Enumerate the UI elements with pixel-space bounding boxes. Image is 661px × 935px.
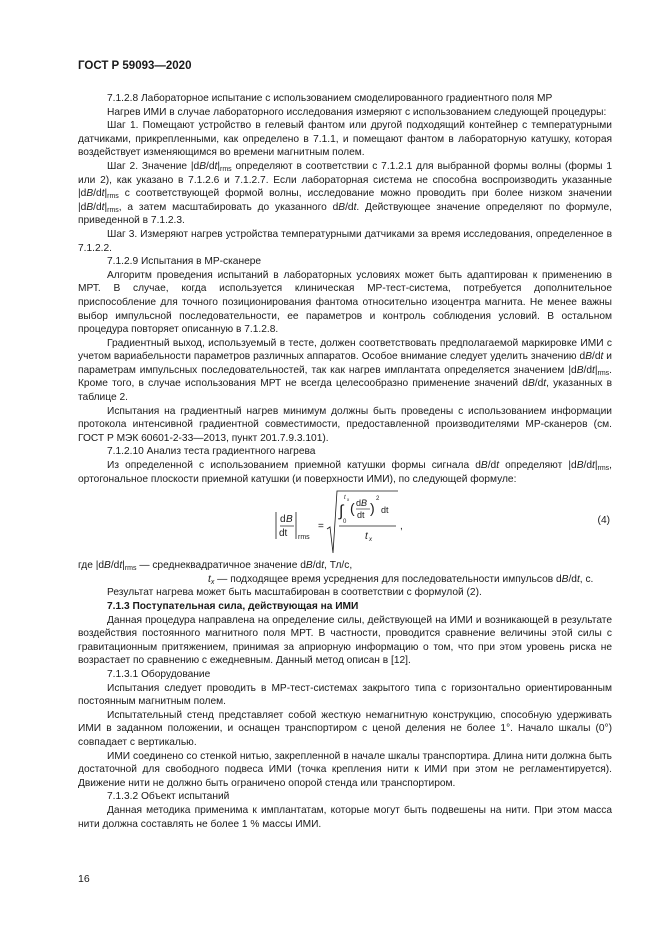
section-title-7-1-3-1: 7.1.3.1 Оборудование [107, 668, 211, 680]
formula-upper-x: x [347, 497, 350, 503]
section-title-7-1-2-8: 7.1.2.8 Лабораторное испытание с использованием смоделированного градиентного поля МР [107, 93, 553, 104]
paragraph: Результат нагрева может быть масштабирован в соответствии с формулой (2). [107, 587, 482, 599]
section-title-7-1-3-2: 7.1.3.2 Объект испытаний [107, 791, 230, 803]
section-title-7-1-3: 7.1.3 Поступательная сила, действующая на ИМИ [107, 601, 359, 612]
paragraph: Алгоритм проведения испытаний в лабораторных условиях может быть адаптирован к применению в МРТ. В случае, когда используется клиническая МР-тест-система, потребуется дополнительное приспособление для точного позиционирования фантома относительно изоцентра магнита. Не менее важны выбор импульсной последовательности, ее параметров и контроль соблюдения условий. В остальном процедура повторяет описанную в 7.1.2.8. [78, 269, 612, 336]
formula-inner-B: B [361, 498, 368, 509]
formula-lhs-d: d [280, 514, 286, 526]
formula-inner-d: d [356, 498, 362, 509]
paragraph: ИМИ соединено со стенкой нитью, закрепленной в начале шкалы транспортира. Длина нити должна быть достаточной для свободного подвеса ИМИ (точка крепления нити к ИМИ при этом не регламентируется). Движение нити не должно быть ограничено опорой стенда или транспортиром. [78, 750, 612, 789]
paragraph: Испытательный стенд представляет собой жесткую немагнитную конструкцию, способную удерживать ИМИ в заданном положении, и оснащен транспортиром с ценой деления не более 1°. Начало шкалы (0°) совпадает с вертикалью. [78, 709, 612, 748]
paragraph: Данная методика применима к имплантатам, которые могут быть подвешены на нити. При этом масса нити должна составлять не более 1 % массы ИМИ. [78, 804, 612, 830]
section-title-7-1-2-10: 7.1.2.10 Анализ теста градиентного нагрева [107, 446, 316, 458]
paren-right: ) [370, 500, 375, 517]
paren-left: ( [350, 500, 355, 517]
paragraph: Данная процедура направлена на определение силы, действующей на ИМИ и возникающей в результате воздействия постоянного магнитного поля МРТ. В частности, проводится сравнение величины этой силы с гравитационным притяжением, принимая за априорную информацию о том, что при этом уровень риска не возрастает по сравнению с ежедневным. Данный метод описан в [12]. [78, 614, 612, 667]
formula-lower-zero: 0 [343, 519, 347, 526]
step-1: Шаг 1. Помещают устройство в гелевый фантом или другой подходящий контейнер с температурными датчиками, прикрепленными, как определено в 7.1.1, и помещают фантом в лабораторную катушку, которая воздействует изменяющимся во времени магнитным полем. [78, 120, 612, 159]
paragraph: Испытания на градиентный нагрев минимум должны быть проведены с использованием информации протокола интенсивной градиентной совместимости, предоставленной производителями МР-сканеров (см. ГОСТ Р МЭК 60601-2-33—2013, пункт 201.7.9.3.101). [78, 405, 612, 444]
formula-equals: = [318, 521, 324, 533]
document-header: ГОСТ Р 59093—2020 [78, 60, 192, 72]
section-title-7-1-2-9: 7.1.2.9 Испытания в МР-сканере [107, 256, 262, 268]
formula-4 [78, 486, 612, 559]
formula-upper-t: t [344, 495, 346, 502]
definition-line: $t_x$ — подходящее время усреднения для последовательности импульсов dB/dt, с. [208, 573, 594, 586]
formula-inner-dt: dt [357, 510, 365, 521]
formula-lhs-dt: dt [279, 528, 288, 540]
formula-number: (4) [597, 515, 610, 527]
step-3: Шаг 3. Измеряют нагрев устройства температурными датчиками за время исследования, определенное в 7.1.2.2. [78, 228, 612, 254]
page-number: 16 [78, 873, 90, 885]
formula-equation [274, 489, 474, 555]
integral-sign: ∫ [339, 503, 344, 521]
paragraph: Из определенной с использованием приемной катушки формы сигнала dB/dt определяют $|dB/dt|_{rms}$, ортогональное плоскости приемной катушки (и поверхности ИМИ), по следующей формуле: [78, 460, 612, 485]
formula-denominator-x: x [369, 537, 372, 544]
document-body [78, 92, 612, 831]
formula-lhs-B: B [286, 514, 293, 526]
formula-comma: , [400, 521, 403, 533]
formula-lhs-rms: rms [298, 534, 310, 542]
formula-denominator-t: t [365, 531, 368, 543]
paragraph: Нагрев ИМИ в случае лабораторного исследования измеряют с использованием следующей процедуры: [107, 106, 607, 118]
paragraph: Испытания следует проводить в МР-тест-системах закрытого типа с горизонтально ориентированным постоянным магнитным полем. [78, 682, 612, 708]
paragraph: Градиентный выход, используемый в тесте, должен соответствовать предполагаемой маркировке ИМИ с учетом вариабельности параметров различных аппаратов. Особое внимание следует уделить значению dB/dt и параметрам импульсных последовательностей, так как нагрев имплантата определяется значением $|dB/dt|_{rms}$. Кроме того, в случае использования МРТ не всегда целесообразно применение значений dB/dt, указанных в таблице 2. [78, 337, 612, 404]
formula-square: 2 [376, 496, 380, 503]
definition-line: где $|dB/dt|_{rms}$ — среднеквадратичное значение dB/dt, Тл/с, [78, 560, 353, 573]
formula-integrand-dt: dt [381, 505, 389, 516]
step-2: Шаг 2. Значение $|dB/dt|_{rms}$ определяют в соответствии с 7.1.2.1 для выбранной формы волны (формы 1 или 2), как указано в 7.1.2.6 и 7.1.2.7. Если лабораторная система не способна воспроизводить указанные $|dB/dt|_{rms}$ с соответствующей формой волны, исследование можно проводить при более низком значении $|dB/dt|_{rms}$, а затем масштабировать до указанного dB/dt. Действующее значение определяют по формуле, приведенной в 7.1.2.3. [78, 160, 612, 227]
